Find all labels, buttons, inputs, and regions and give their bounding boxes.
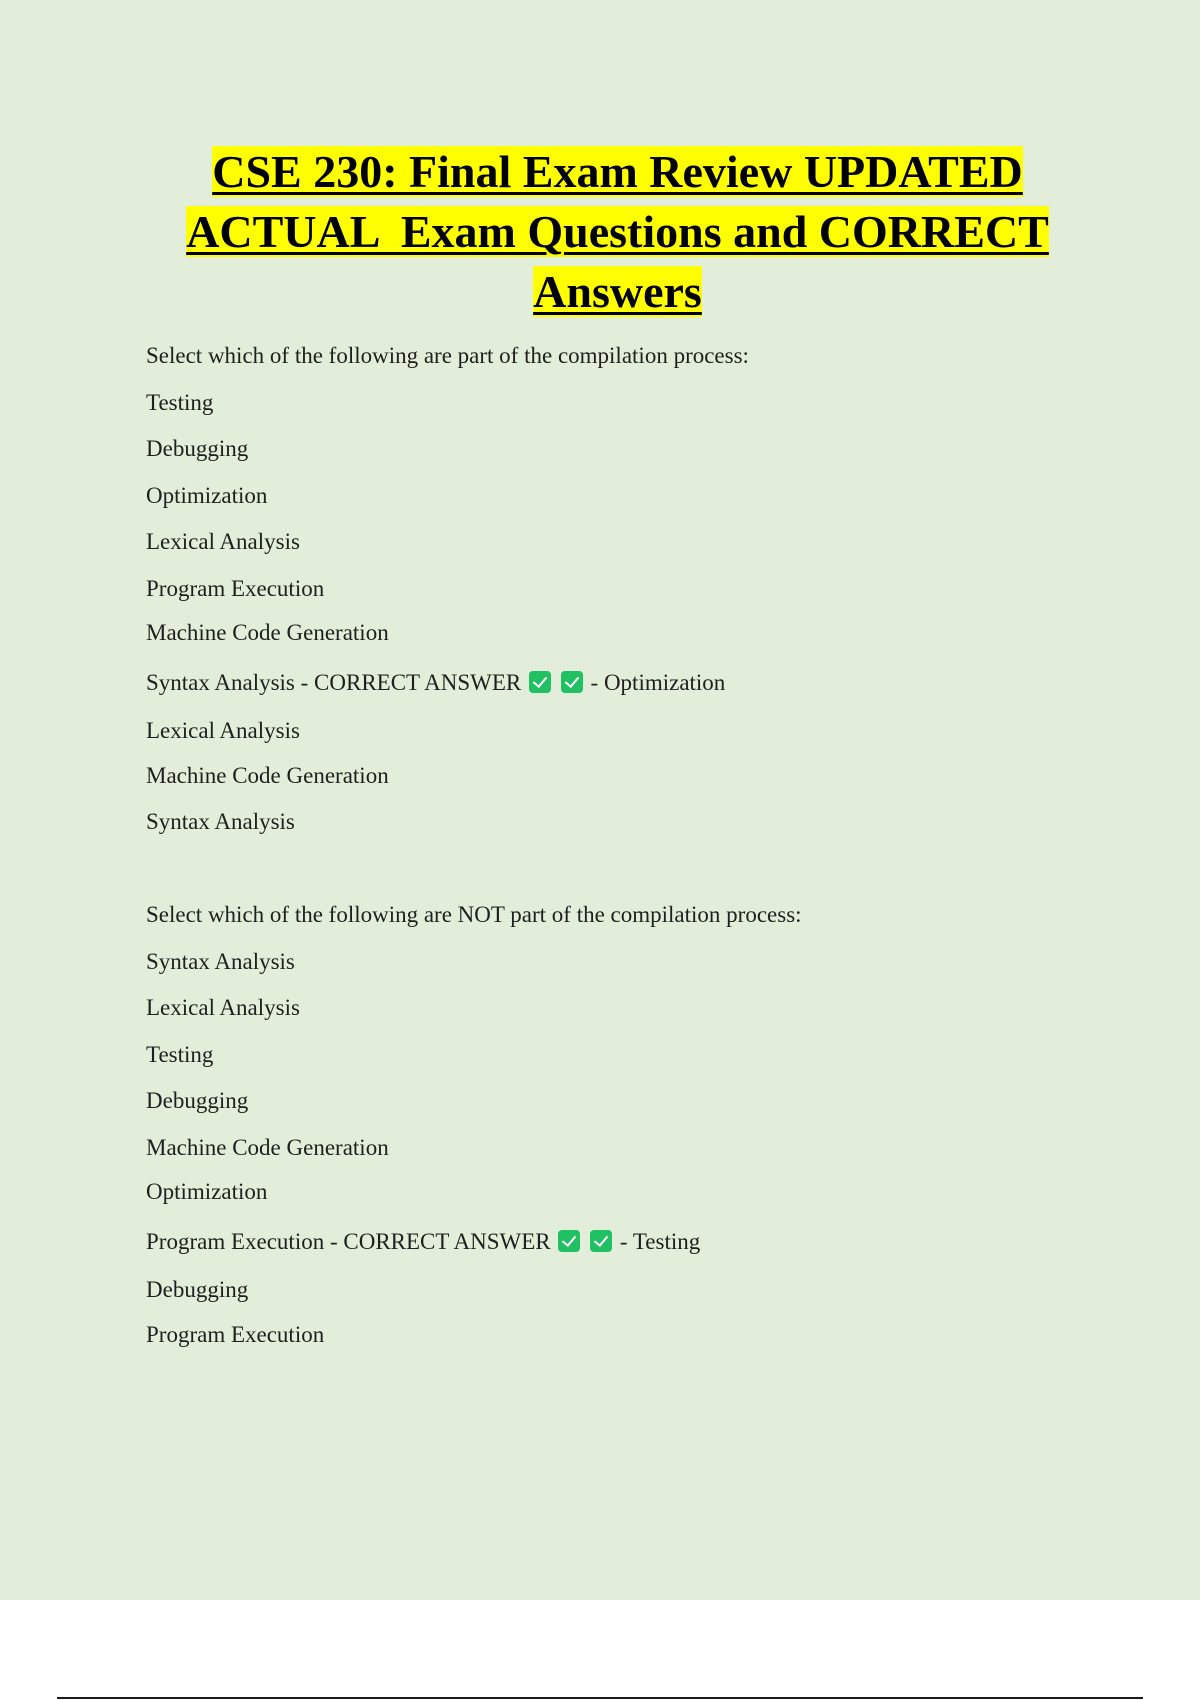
check-mark-icon	[558, 1230, 580, 1252]
question-1-option: Machine Code Generation	[146, 620, 389, 645]
question-2-option: Machine Code Generation	[146, 1135, 389, 1160]
question-1-answer: Lexical Analysis	[146, 718, 300, 743]
check-mark-icon	[529, 671, 551, 693]
answer-label: Syntax Analysis - CORRECT ANSWER	[146, 670, 522, 695]
question-2-option: Optimization	[146, 1179, 268, 1204]
question-1-option: Program Execution	[146, 576, 325, 601]
footer-divider	[57, 1697, 1143, 1699]
answer-label: Program Execution - CORRECT ANSWER	[146, 1229, 551, 1254]
question-2-option: Syntax Analysis	[146, 949, 295, 974]
question-2-answer: Debugging	[146, 1277, 249, 1302]
question-2-option: Testing	[146, 1042, 214, 1067]
question-1-answer-line	[146, 668, 725, 698]
question-1-prompt: Select which of the following are part of the compilation process:	[146, 343, 749, 368]
answer-value: - Optimization	[590, 670, 726, 695]
title-line-2: ACTUAL Exam Questions and CORRECT	[186, 206, 1049, 257]
title-text	[186, 146, 1049, 317]
answer-value: - Testing	[619, 1229, 701, 1254]
question-2-answer-line	[146, 1227, 700, 1257]
question-2-option: Lexical Analysis	[146, 995, 300, 1020]
question-1-option: Optimization	[146, 483, 268, 508]
question-1-option: Lexical Analysis	[146, 529, 300, 554]
question-1-option: Debugging	[146, 436, 249, 461]
question-2-answer: Program Execution	[146, 1322, 325, 1347]
question-2-prompt: Select which of the following are NOT part of the compilation process:	[146, 902, 802, 927]
check-mark-icon	[561, 671, 583, 693]
title-line-1: CSE 230: Final Exam Review UPDATED	[212, 146, 1023, 197]
question-1-answer: Machine Code Generation	[146, 763, 389, 788]
check-mark-icon	[590, 1230, 612, 1252]
question-1-answer: Syntax Analysis	[146, 809, 295, 834]
question-2-option: Debugging	[146, 1088, 249, 1113]
question-1-option: Testing	[146, 390, 214, 415]
page-title	[60, 142, 1175, 322]
title-line-3: Answers	[533, 266, 702, 317]
